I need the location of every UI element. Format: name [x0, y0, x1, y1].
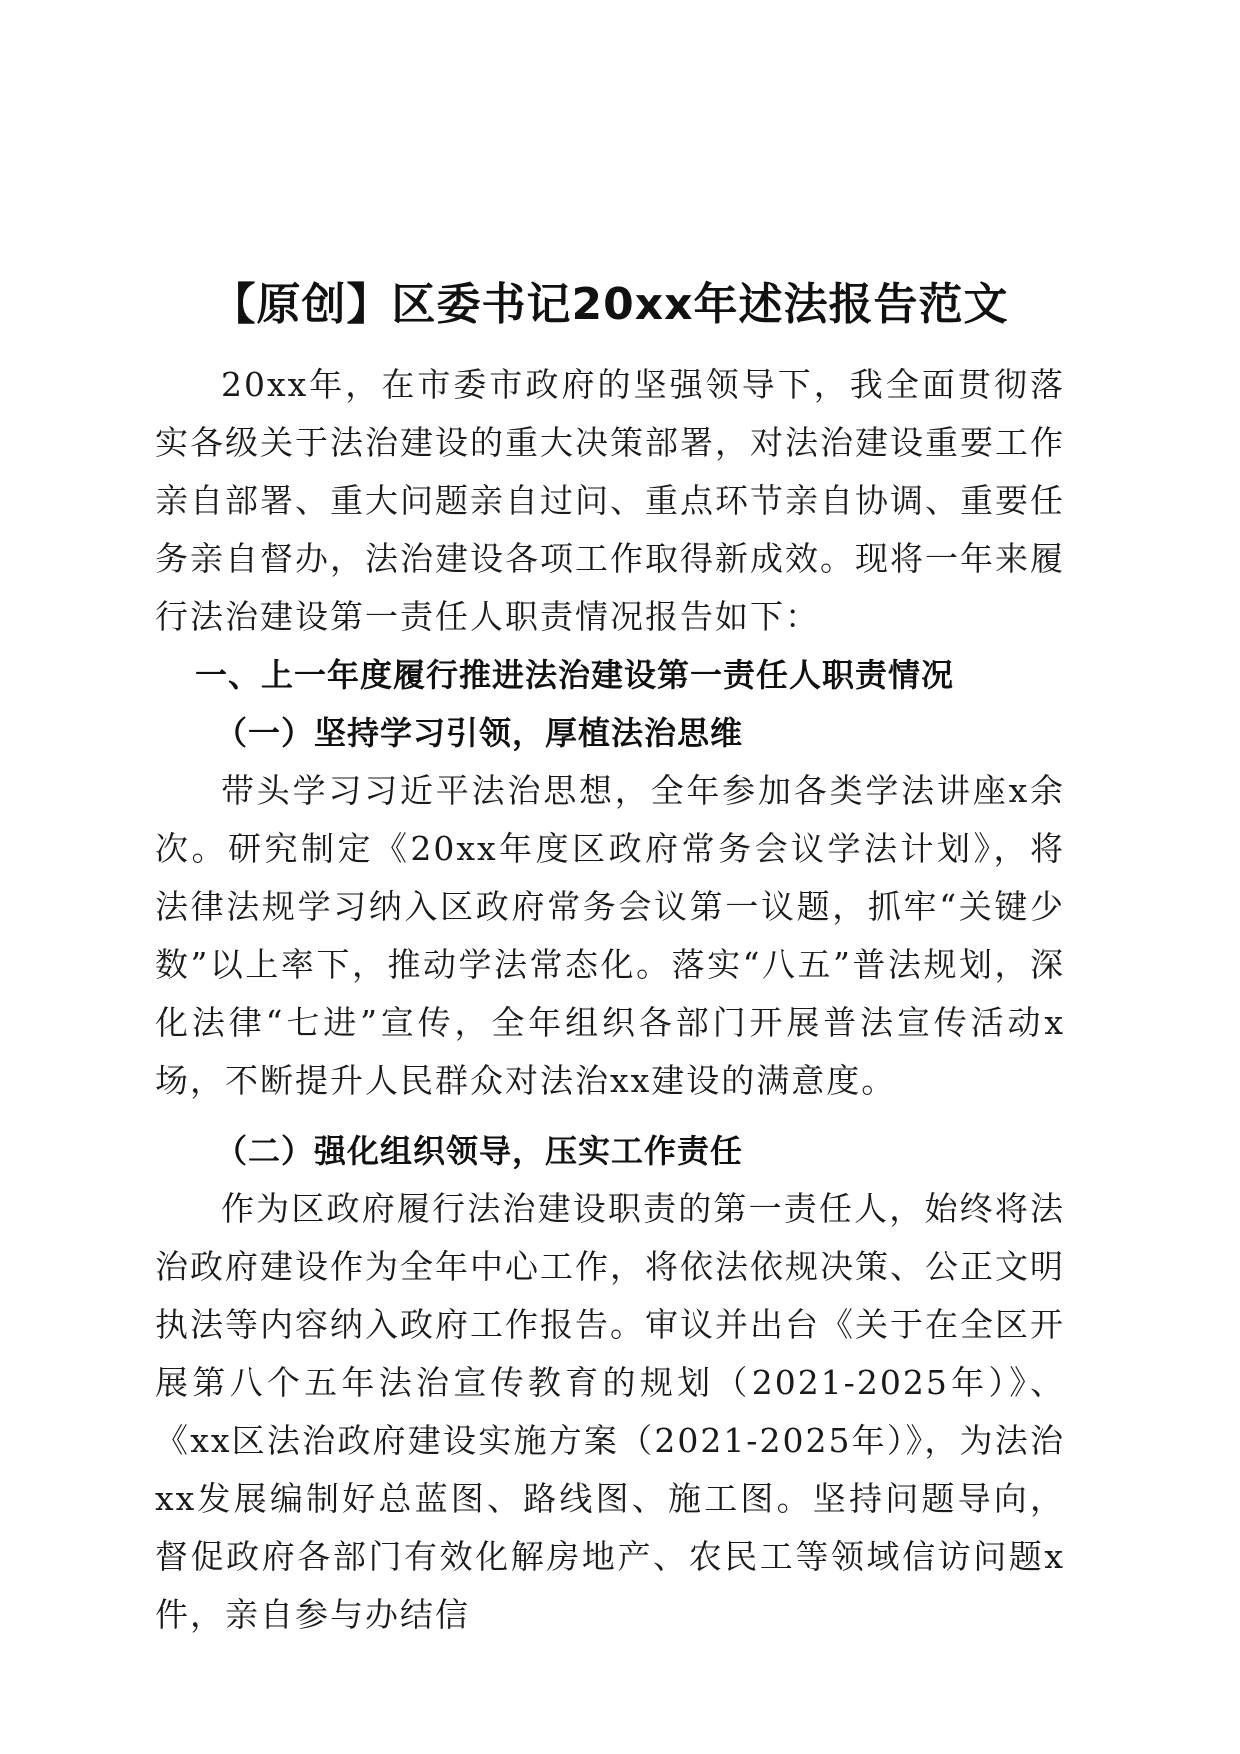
subsection-1-paragraph: 带头学习习近平法治思想，全年参加各类学法讲座x余次。研究制定《20xx年度区政府常务会议学法计划》，将法律法规学习纳入区政府常务会议第一议题，抓牢“关键少数”以上率下，推动学法常态化。落实“八五”普法规划，深化法律“七进”宣传，全年组织各部门开展普法宣传活动x场，不断提升人民群众对法治xx建设的满意度。 — [155, 771, 1065, 1100]
document-body — [155, 356, 1065, 1644]
subsection-2-heading: （二）强化组织领导，压实工作责任 — [215, 1132, 744, 1170]
document-title: 【原创】区委书记20xx年述法报告范文 — [211, 279, 1009, 330]
subsection-2-paragraph: 作为区政府履行法治建设职责的第一责任人，始终将法治政府建设作为全年中心工作，将依法依规决策、公正文明执法等内容纳入政府工作报告。审议并出台《关于在全区开展第八个五年法治宣传教育的规划（2021-2025年）》、《xx区法治政府建设实施方案（2021-2025年）》，为法治xx发展编制好总蓝图、路线图、施工图。坚持问题导向，督促政府各部门有效化解房地产、农民工等领域信访问题x件，亲自参与办结信 — [155, 1189, 1065, 1634]
intro-paragraph: 20xx年，在市委市政府的坚强领导下，我全面贯彻落实各级关于法治建设的重大决策部署，对法治建设重要工作亲自部署、重大问题亲自过问、重点环节亲自协调、重要任务亲自督办，法治建设各项工作取得新成效。现将一年来履行法治建设第一责任人职责情况报告如下： — [155, 365, 1065, 636]
subsection-1-heading: （一）坚持学习引领，厚植法治思维 — [215, 714, 744, 752]
section-1-heading: 一、上一年度履行推进法治建设第一责任人职责情况 — [195, 656, 955, 694]
